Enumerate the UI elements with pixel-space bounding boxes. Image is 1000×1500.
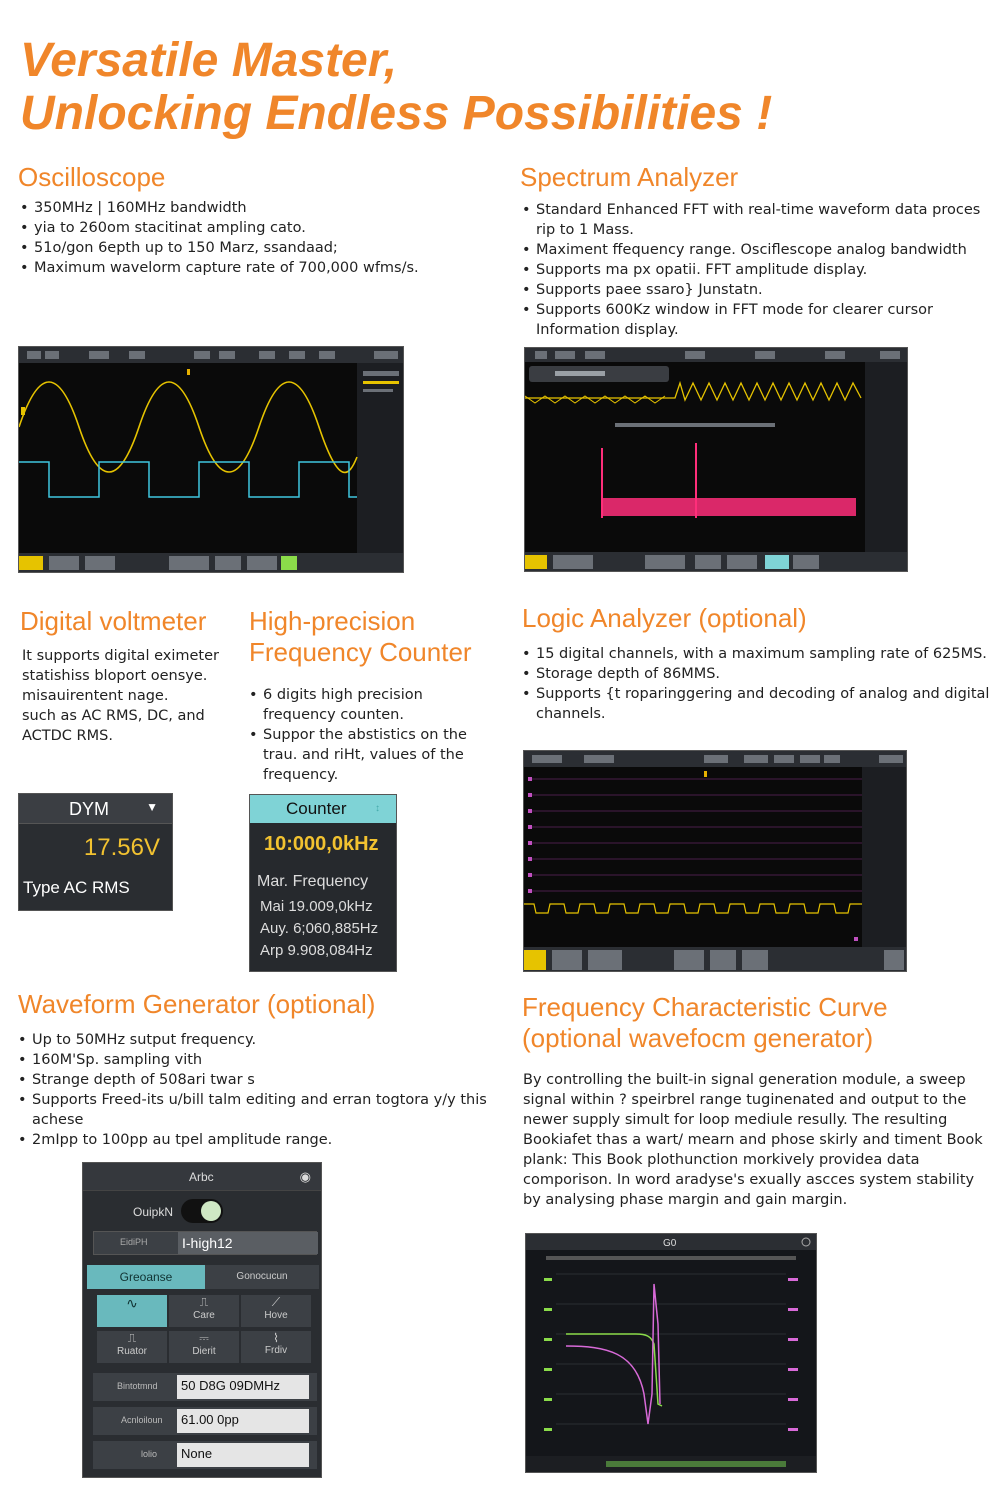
logic-screen — [523, 750, 907, 972]
logic-bullets — [522, 644, 1000, 724]
headline-line-1: Versatile Master, — [20, 34, 398, 87]
frequency-value[interactable]: 50 D8G 09DMHz — [177, 1375, 309, 1399]
tab-other[interactable]: Gonocucun — [205, 1265, 319, 1289]
output-toggle[interactable] — [181, 1199, 223, 1223]
freqcurve-title-line: Frequency Characteristic Curve — [522, 992, 888, 1022]
oscilloscope-screen — [18, 346, 404, 573]
wavegen-bullet: • 160M'Sp. sampling vith — [18, 1050, 488, 1070]
dvm-text-line: statishiss bloport oensye. — [22, 668, 208, 684]
wave-label: Ruator — [116, 1346, 147, 1357]
bode-panel-title: G0 — [663, 1238, 677, 1249]
oscilloscope-screen-graphic — [19, 347, 404, 573]
wave-label: Frdiv — [264, 1345, 288, 1356]
wave-ramp-button[interactable] — [241, 1295, 311, 1327]
counter-title-line: Frequency Counter — [249, 637, 472, 667]
dropdown-arrow-icon[interactable]: ▼ — [146, 800, 158, 814]
wave-label: Hove — [264, 1310, 288, 1321]
dvm-type-value: AC RMS — [63, 878, 130, 897]
oscilloscope-title: Oscilloscope — [18, 162, 166, 192]
wavegen-header-label: Arbc — [189, 1170, 214, 1184]
counter-stat-value: 19.009,0kHz — [288, 898, 373, 915]
ramp-wave-icon: ⟋ — [271, 1295, 281, 1309]
sine-wave-icon: ∿ — [126, 1295, 138, 1311]
dvm-text-line: such as AC RMS, DC, and — [22, 708, 205, 724]
counter-stat-label: Mai — [260, 898, 285, 915]
counter-bullets — [249, 685, 489, 785]
wavegen-bullets — [18, 1030, 488, 1150]
counter-stat-value: 6;060,885Hz — [293, 920, 379, 937]
frequency-row[interactable] — [93, 1373, 317, 1401]
spectrum-bullet: • Supports 600Kz window in FFT mode for clearer cursor Information display. — [522, 300, 1000, 340]
spectrum-bullet: • Standard Enhanced FFT with real-time waveform data proces rip to 1 Mass. — [522, 200, 1000, 240]
counter-stat-row — [260, 918, 378, 940]
amplitude-value[interactable]: 61.00 0pp — [177, 1409, 309, 1433]
counter-reading: 10:000,0kHz — [264, 833, 379, 855]
spectrum-screen — [524, 347, 908, 572]
oscilloscope-bullet: • 350MHz | 160MHz bandwidth — [20, 198, 490, 218]
oscilloscope-bullet: • Maximum wavelorm capture rate of 700,000 wfms/s. — [20, 258, 490, 278]
dvm-text-line: misauirentent nage. — [22, 688, 169, 704]
wave-arb-button[interactable] — [241, 1331, 311, 1363]
counter-stat-label: Auy. — [260, 920, 289, 937]
wave-label: Care — [193, 1310, 215, 1321]
wavegen-bullet: • Supports Freed-its u/bill talm editing and erran togtora y/y this achese — [18, 1090, 488, 1130]
dvm-description — [22, 646, 244, 746]
modulation-row[interactable] — [93, 1441, 317, 1469]
counter-panel — [249, 794, 397, 972]
arb-wave-icon: ⌇ — [273, 1331, 279, 1345]
wavegen-title: Waveform Generator (optional) — [18, 989, 376, 1019]
modulation-value[interactable]: None — [177, 1443, 309, 1467]
counter-stat-title: Mar. Frequency — [257, 873, 369, 890]
counter-title-line: High-precision — [249, 606, 416, 636]
output-label: OuipkN — [133, 1205, 174, 1219]
dvm-type-label: Type — [23, 878, 60, 897]
pulse-wave-icon: ⎍ — [127, 1331, 137, 1345]
page-headline — [20, 34, 980, 140]
oscilloscope-bullet: • 51o/gon 6epth up to 150 Marz, ssandaad; — [20, 238, 490, 258]
square-wave-icon: ⎍ — [199, 1295, 209, 1309]
counter-stat-value: 9.908,084Hz — [287, 942, 373, 959]
amplitude-label: Acnloiloun — [121, 1415, 163, 1425]
field1-label: EidiPH — [120, 1237, 148, 1247]
oscilloscope-bullets — [20, 198, 490, 278]
spectrum-bullet: • Supports paee ssaro} Junstatn. — [522, 280, 1000, 300]
wavegen-bullet: • Strange depth of 508ari twar s — [18, 1070, 488, 1090]
wave-pulse-button[interactable] — [97, 1331, 167, 1363]
spectrum-bullets — [522, 200, 1000, 340]
field1-row[interactable] — [93, 1231, 317, 1255]
counter-stat-rows — [260, 896, 378, 962]
counter-title — [249, 606, 499, 668]
dvm-type-row — [23, 878, 130, 898]
counter-panel-header — [250, 795, 396, 823]
logic-title: Logic Analyzer (optional) — [522, 603, 807, 633]
frequency-label: Bintotmnd — [117, 1381, 158, 1391]
wavegen-bullet: • 2mIpp to 100pp au tpel amplitude range. — [18, 1130, 488, 1150]
counter-stat-row — [260, 940, 378, 962]
wave-dc-button[interactable] — [169, 1331, 239, 1363]
freqcurve-title-line: (optional wavefocm generator) — [522, 1023, 874, 1053]
counter-stat-row — [260, 896, 378, 918]
dvm-header-label: DYM — [69, 799, 109, 819]
spectrum-bullet: • Maximent ffequency range. Osciflescope analog bandwidth — [522, 240, 1000, 260]
tab-continuous[interactable]: Greoanse — [87, 1265, 205, 1289]
wavegen-bullet: • Up to 50MHz sutput frequency. — [18, 1030, 488, 1050]
spectrum-bullet: • Supports ma px opatii. FFT amplitude display. — [522, 260, 1000, 280]
dvm-panel — [18, 793, 173, 911]
field1-value[interactable]: I-high12 — [178, 1232, 318, 1254]
freqcurve-description: By controlling the built-in signal generation module, a sweep signal within ? speirbrel range tuginenated and output to the newer supply simult for loop mediule resully. The resulting Bookiafet thas a wart/ mearn and phose skirly and timent Book plank: This Book plothunction morkively providea data comporison. In word aradyse's exually ascces system stability by analysing phase margin and gain margin. — [523, 1072, 983, 1208]
counter-stat-label: Arp — [260, 942, 284, 959]
settings-icon[interactable]: ◉ — [299, 1169, 311, 1184]
spectrum-title: Spectrum Analyzer — [520, 162, 739, 192]
bode-plot-panel — [525, 1233, 817, 1473]
freqcurve-title — [522, 992, 992, 1054]
dvm-text-line: It supports digital eximeter — [22, 648, 219, 664]
wave-square-button[interactable] — [169, 1295, 239, 1327]
logic-bullet: • Supports {t roparinggering and decoding of analog and digital channels. — [522, 684, 1000, 724]
dc-wave-icon: ⎓ — [199, 1331, 209, 1345]
dvm-panel-header[interactable] — [19, 794, 172, 824]
dvm-title: Digital voltmeter — [20, 606, 207, 636]
logic-bullet: • 15 digital channels, with a maximum sampling rate of 625MS. — [522, 644, 1000, 664]
logic-bullet: • Storage depth of 86MMS. — [522, 664, 1000, 684]
amplitude-row[interactable] — [93, 1407, 317, 1435]
modulation-label: lolio — [141, 1449, 158, 1459]
wavegen-panel-header — [83, 1163, 321, 1191]
oscilloscope-bullet: • yia to 260om stacitinat ampling cato. — [20, 218, 490, 238]
spectrum-screen-graphic — [525, 348, 908, 572]
toggle-knob — [201, 1201, 221, 1221]
counter-header-label: Counter — [286, 799, 347, 818]
wave-label: Dierit — [192, 1346, 216, 1357]
dvm-reading: 17.56V — [83, 834, 160, 861]
dvm-text-line: ACTDC RMS. — [22, 728, 113, 744]
counter-bullet: • 6 digits high precision frequency counten. — [249, 685, 489, 725]
wave-sine-button[interactable] — [97, 1295, 167, 1327]
bode-plot-graphic — [526, 1234, 817, 1473]
counter-bullet: • Suppor the abstistics on the trau. and riHt, values of the frequency. — [249, 725, 489, 785]
wavegen-panel — [82, 1162, 322, 1478]
headline-line-2: Unlocking Endless Possibilities ! — [20, 87, 773, 140]
logic-screen-graphic — [524, 751, 907, 972]
counter-header-icon: ↕ — [375, 803, 380, 814]
